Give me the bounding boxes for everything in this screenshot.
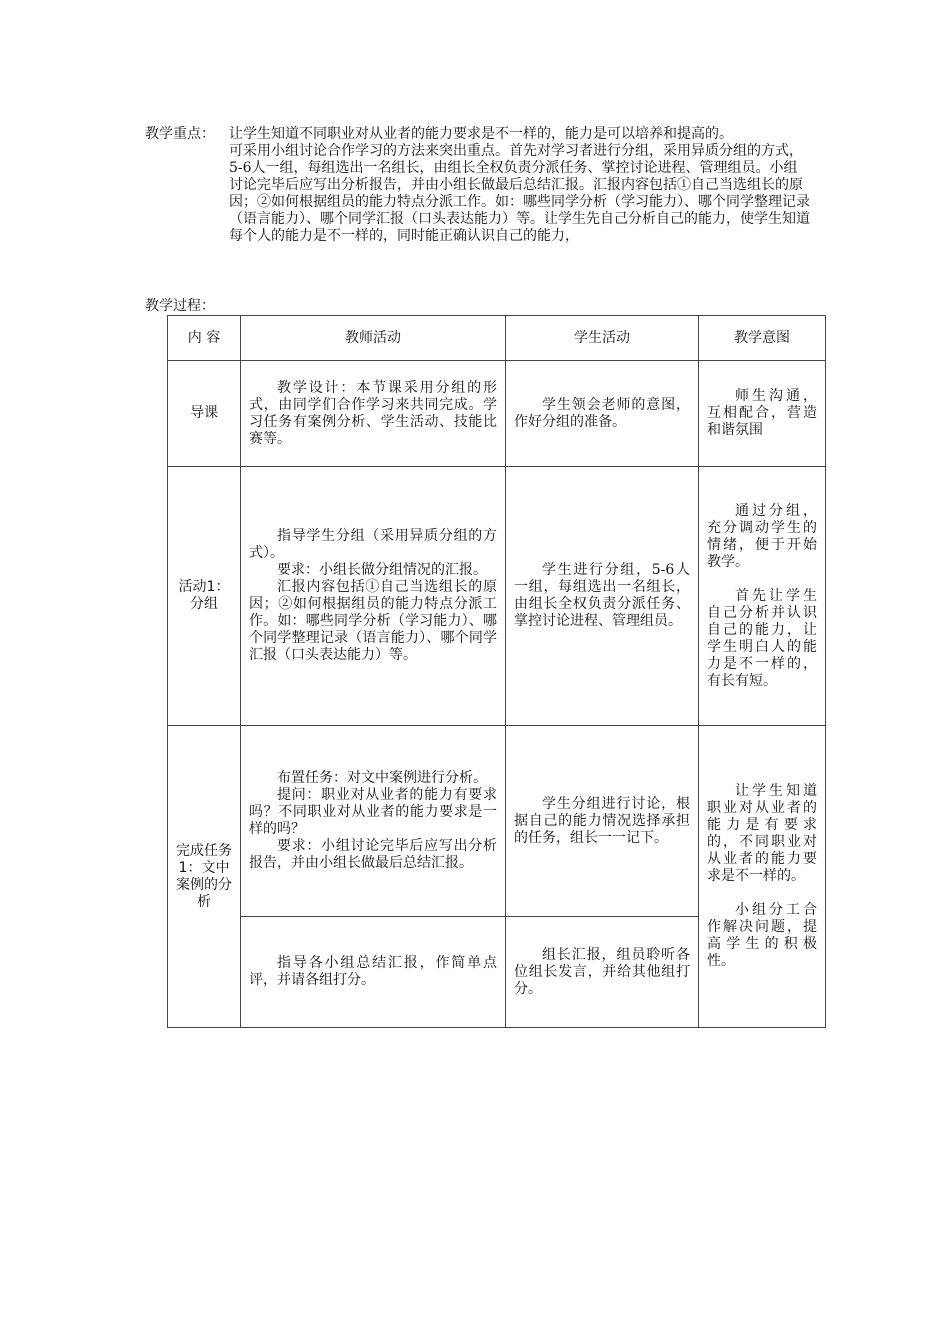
table-row-activity1 xyxy=(168,467,826,726)
activity1-student-cell xyxy=(506,467,699,726)
task1-student-cell-a xyxy=(506,726,699,917)
task1-teacher-cell-a xyxy=(241,726,506,917)
activity1-intent-gap xyxy=(707,571,817,588)
task1-student-cell-b xyxy=(506,917,699,1028)
lesson-process-table xyxy=(167,315,826,1028)
table-row-task1-a xyxy=(168,726,826,917)
activity1-intent-p1: 通过分组，充分调动学生的情绪，便于开始教学。 xyxy=(707,502,817,570)
task1-intent-p2: 小组分工合作解决问题，提高学生的积极性。 xyxy=(707,902,817,969)
task1-intent-gap xyxy=(707,885,817,902)
teaching-focus-section xyxy=(145,126,810,245)
intro-intent-cell xyxy=(699,361,826,467)
header-content: 内 容 xyxy=(168,316,241,361)
activity1-intent-cell xyxy=(699,467,826,726)
activity1-teacher-p1: 指导学生分组（采用异质分组的方式）。 xyxy=(249,528,497,561)
task1-intent-p1: 让学生知道职业对从业者的能力是有要求的，不同职业对从业者的能力要求是不一样的。 xyxy=(707,783,817,884)
teaching-focus-statement: 让学生知道不同职业对从业者的能力要求是不一样的，能力是可以培养和提高的。 xyxy=(229,126,733,142)
intro-student-text: 学生领会老师的意图，作好分组的准备。 xyxy=(514,396,690,430)
task1-student-a-text: 学生分组进行讨论，根据自己的能力情况选择承担的任务，组长一一记下。 xyxy=(514,795,690,846)
task1-student-b-text: 组长汇报，组员聆听各位组长发言，并给其他组打分。 xyxy=(514,946,690,997)
header-teacher-activity: 教师活动 xyxy=(241,316,506,361)
activity1-teacher-p2: 要求：小组长做分组情况的汇报。 xyxy=(277,562,487,578)
row-label-task1: 完成任务1：文中案例的分析 xyxy=(168,726,241,1028)
task1-teacher-b-text: 指导各小组总结汇报，作简单点评，并请各组打分。 xyxy=(249,955,497,988)
table-row-intro xyxy=(168,361,826,467)
header-teaching-intent: 教学意图 xyxy=(699,316,826,361)
table-header-row xyxy=(168,316,826,361)
teaching-process-label: 教学过程： xyxy=(145,298,215,314)
row-label-activity1: 活动1：分组 xyxy=(168,467,241,726)
activity1-teacher-p3: 汇报内容包括①自己当选组长的原因；②如何根据组员的能力特点分派工作。如：哪些同学分析（学习能力）、哪个同学整理记录（语言能力）、哪个同学汇报（口头表达能力）等。 xyxy=(249,579,497,663)
intro-intent-text: 师生沟通，互相配合，营造和谐氛围 xyxy=(707,388,817,438)
task1-teacher-p3: 要求：小组讨论完毕后应写出分析报告，并由小组长做最后总结汇报。 xyxy=(249,838,497,871)
activity1-teacher-cell xyxy=(241,467,506,726)
header-student-activity: 学生活动 xyxy=(506,316,699,361)
intro-teacher-text: 教学设计：本节课采用分组的形式，由同学们合作学习来共同完成。学习任务有案例分析、学生活动、技能比赛等。 xyxy=(249,379,497,447)
row-label-intro: 导课 xyxy=(168,361,241,467)
task1-teacher-p1: 布置任务：对文中案例进行分析。 xyxy=(277,770,487,786)
activity1-student-text: 学生进行分组，5-6人一组，每组选出一名组长，由组长全权负责分派任务、掌控讨论进程、管理组员。 xyxy=(514,562,690,629)
teaching-focus-body xyxy=(229,126,810,245)
teaching-focus-row xyxy=(145,126,810,245)
task1-intent-cell xyxy=(699,726,826,1028)
teaching-focus-method: 可采用小组讨论合作学习的方法来突出重点。首先对学习者进行分组，采用异质分组的方式，5-6人一组，每组选出一名组长，由组长全权负责分派任务、掌控讨论进程、管理组员。小组讨论完毕后应写出分析报告，并由小组长做最后总结汇报。汇报内容包括①自己当选组长的原因；②如何根据组员的能力特点分派工作。如：哪些同学分析（学习能力）、哪个同学整理记录（语言能力）、哪个同学汇报（口头表达能力）等。让学生先自己分析自己的能力，使学生知道每个人的能力是不一样的，同时能正确认识自己的能力， xyxy=(229,143,810,244)
task1-teacher-p2: 提问：职业对从业者的能力有要求吗？不同职业对从业者的能力要求是一样的吗？ xyxy=(249,787,497,837)
intro-teacher-cell xyxy=(241,361,506,467)
teaching-focus-label: 教学重点： xyxy=(145,126,215,142)
intro-student-cell xyxy=(506,361,699,467)
activity1-intent-p2: 首先让学生自己分析并认识自己的能力，让学生明白人的能力是不一样的，有长有短。 xyxy=(707,587,817,689)
task1-teacher-cell-b xyxy=(241,917,506,1028)
